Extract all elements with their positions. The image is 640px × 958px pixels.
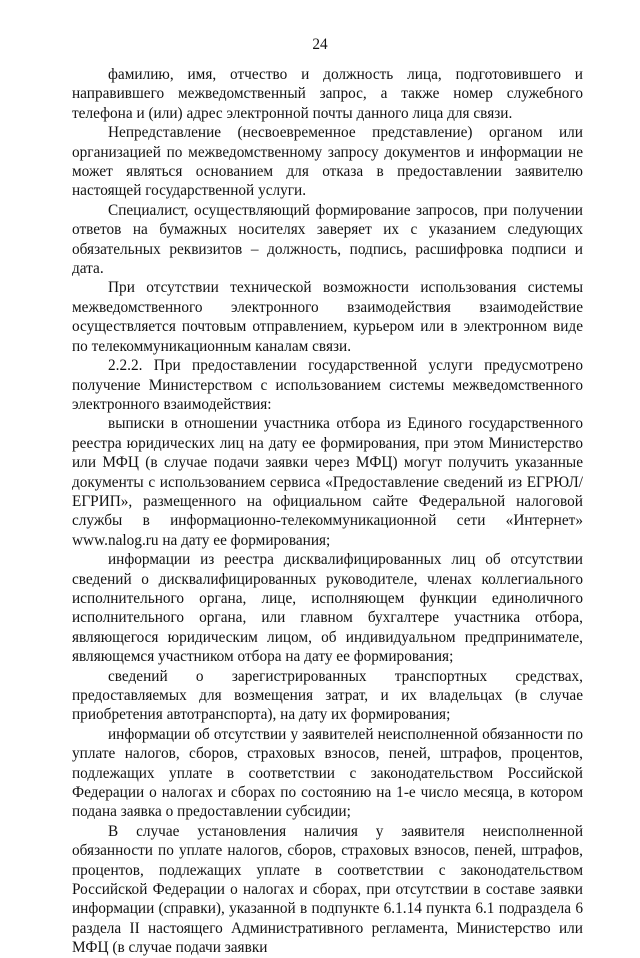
paragraph-1: фамилию, имя, отчество и должность лица, подготовившего и направившего межведомственный запрос, а также номер служебного телефона и (или) адрес электронной почты данного лица для связи.: [72, 66, 583, 122]
paragraph-3: Специалист, осуществляющий формирование запросов, при получении ответов на бумажных носителях заверяет их с указанием следующих обязательных реквизитов – должность, подпись, расшифровка подписи и дата.: [72, 201, 583, 278]
page-number: 24: [312, 36, 328, 53]
paragraph-5: 2.2.2. При предоставлении государственной услуги предусмотрено получение Министерством с использованием системы межведомственного электронного взаимодействия:: [72, 357, 583, 413]
paragraph-8: сведений о зарегистрированных транспортных средствах, предоставляемых для возмещения затрат, и их владельцах (в случае приобретения автотранспорта), на дату их формирования;: [72, 667, 583, 724]
paragraph-2: Непредставление (несвоевременное представление) органом или организацией по межведомственному запросу документов и информации не может являться основанием для отказа в предоставлении заявителю настоящей государственной услуги.: [72, 124, 583, 200]
paragraph-6: выписки в отношении участника отбора из Единого государственного реестра юридических лиц на дату ее формирования, при этом Министерство или МФЦ (в случае подачи заявки через МФЦ) могут получить указанные документы с использованием сервиса «Предоставление сведений из ЕГРЮЛ/ЕГРИП», размещенного на официальном сайте Федеральной налоговой службы в информационно-телекоммуникационной сети «Интернет» www.nalog.ru на дату ее формирования;: [72, 415, 583, 549]
paragraph-9: информации об отсутствии у заявителей неисполненной обязанности по уплате налогов, сборов, страховых взносов, пеней, штрафов, процентов, подлежащих уплате в соответствии с законодательством Российской Федерации о налогах и сборах по состоянию на 1-е число месяца, в котором подана заявка о предоставлении субсидии;: [72, 725, 583, 821]
paragraph-10: В случае установления наличия у заявителя неисполненной обязанности по уплате налогов, сборов, страховых взносов, пеней, штрафов, процентов, подлежащих уплате в соответствии с законодательством Российской Федерации о налогах и сборах, при отсутствии в составе заявки информации (справки), указанной в подпункте 6.1.14 пункта 6.1 подраздела 6 раздела II настоящего Административного регламента, Министерство или МФЦ (в случае подачи заявки: [72, 822, 583, 957]
paragraph-7: информации из реестра дисквалифицированных лиц об отсутствии сведений о дисквалифицированных руководителе, членах коллегиального исполнительного органа, лице, исполняющем функции единоличного исполнительного органа, или главном бухгалтере участника отбора, являющегося юридическим лицом, об индивидуальном предпринимателе, являющемся участником отбора на дату ее формирования;: [72, 551, 583, 666]
document-body: [72, 65, 583, 958]
paragraph-4: При отсутствии технической возможности использования системы межведомственного электронного взаимодействия взаимодействие осуществляется почтовым отправлением, курьером или в электронном виде по телекоммуникационным каналам связи.: [72, 279, 583, 355]
